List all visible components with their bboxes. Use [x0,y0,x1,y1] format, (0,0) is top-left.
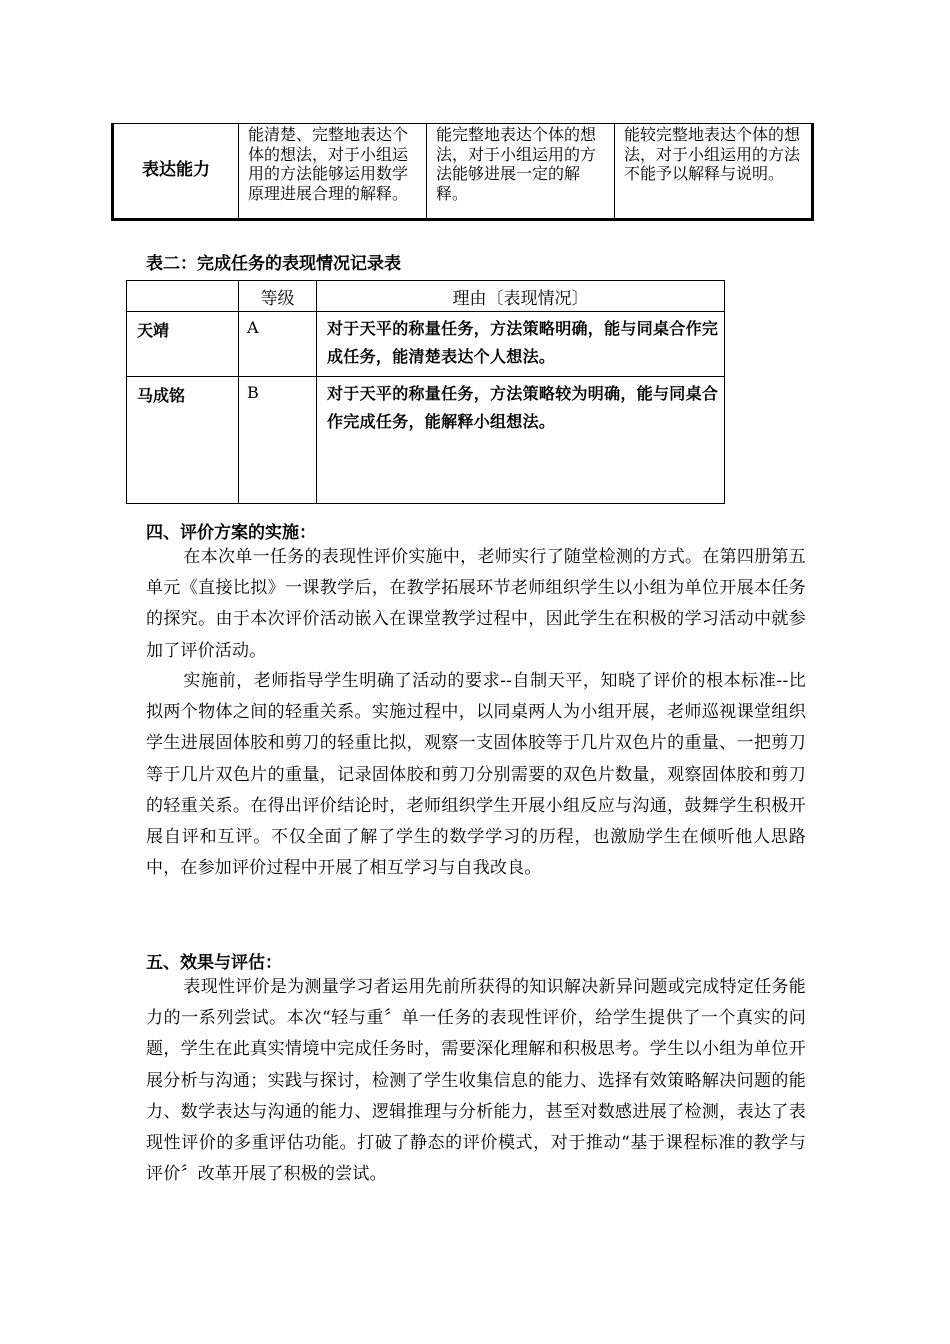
criteria-table [111,123,814,221]
criteria-label: 表达能力 [113,124,239,220]
section4-paragraph-2: 实施前，老师指导学生明确了活动的要求--自制天平，知晓了评价的根本标准--比拟两个物体之间的轻重关系。实施过程中，以同桌两人为小组开展，老师巡视课堂组织学生进展固体胶和剪刀的轻重比拟，观察一支固体胶等于几片双色片的重量、一把剪刀等于几片双色片的重量，记录固体胶和剪刀分别需要的双色片数量，观察固体胶和剪刀的轻重关系。在得出评价结论时，老师组织学生开展小组反应与沟通，鼓舞学生积极开展自评和互评。不仅全面了解了学生的数学学习的历程，也激励学生在倾听他人思路中，在参加评价过程中开展了相互学习与自我改良。 [146,671,806,879]
criteria-level-a: 能清楚、完整地表达个体的想法，对于小组运用的方法能够运用数学原理进展合理的解释。 [239,124,427,220]
student-reason: 对于天平的称量任务，方法策略较为明确，能与同桌合作完成任务，能解释小组想法。 [317,377,725,504]
criteria-row-expression [113,124,813,220]
section4-heading: 四、评价方案的实施： [146,523,316,543]
criteria-level-b: 能完整地表达个体的想法，对于小组运用的方法能够进展一定的解释。 [427,124,615,220]
header-cell-reason: 理由〔表现情况〕 [317,281,725,312]
criteria-level-c: 能较完整地表达个体的想法，对于小组运用的方法不能予以解释与说明。 [615,124,813,220]
performance-record-table [126,280,725,504]
table-row [127,377,725,504]
student-grade: A [239,312,317,377]
header-cell-grade: 等级 [239,281,317,312]
student-reason: 对于天平的称量任务，方法策略明确，能与同桌合作完成任务，能清楚表达个人想法。 [317,312,725,377]
section5-heading: 五、效果与评估： [146,953,282,973]
student-grade: B [239,377,317,504]
table-row [127,312,725,377]
header-cell-name [127,281,239,312]
table2-title: 表二：完成任务的表现情况记录表 [146,254,401,274]
table-header-row [127,281,725,312]
section4-paragraph-1: 在本次单一任务的表现性评价实施中，老师实行了随堂检测的方式。在第四册第五单元《直接比拟》一课教学后，在教学拓展环节老师组织学生以小组为单位开展本任务的探究。由于本次评价活动嵌入在课堂教学过程中，因此学生在积极的学习活动中就参加了评价活动。 [146,547,806,661]
section5-paragraph-1: 表现性评价是为测量学习者运用先前所获得的知识解决新异问题或完成特定任务能力的一系列尝试。本次“轻与重〞单一任务的表现性评价，给学生提供了一个真实的问题，学生在此真实情境中完成任务时，需要深化理解和积极思考。学生以小组为单位开展分析与沟通；实践与探讨，检测了学生收集信息的能力、选择有效策略解决问题的能力、数学表达与沟通的能力、逻辑推理与分析能力，甚至对数感进展了检测，表达了表现性评价的多重评估功能。打破了静态的评价模式，对于推动“基于课程标准的教学与评价〞改革开展了积极的尝试。 [146,977,806,1185]
student-name: 马成铭 [127,377,239,504]
student-name: 天靖 [127,312,239,377]
